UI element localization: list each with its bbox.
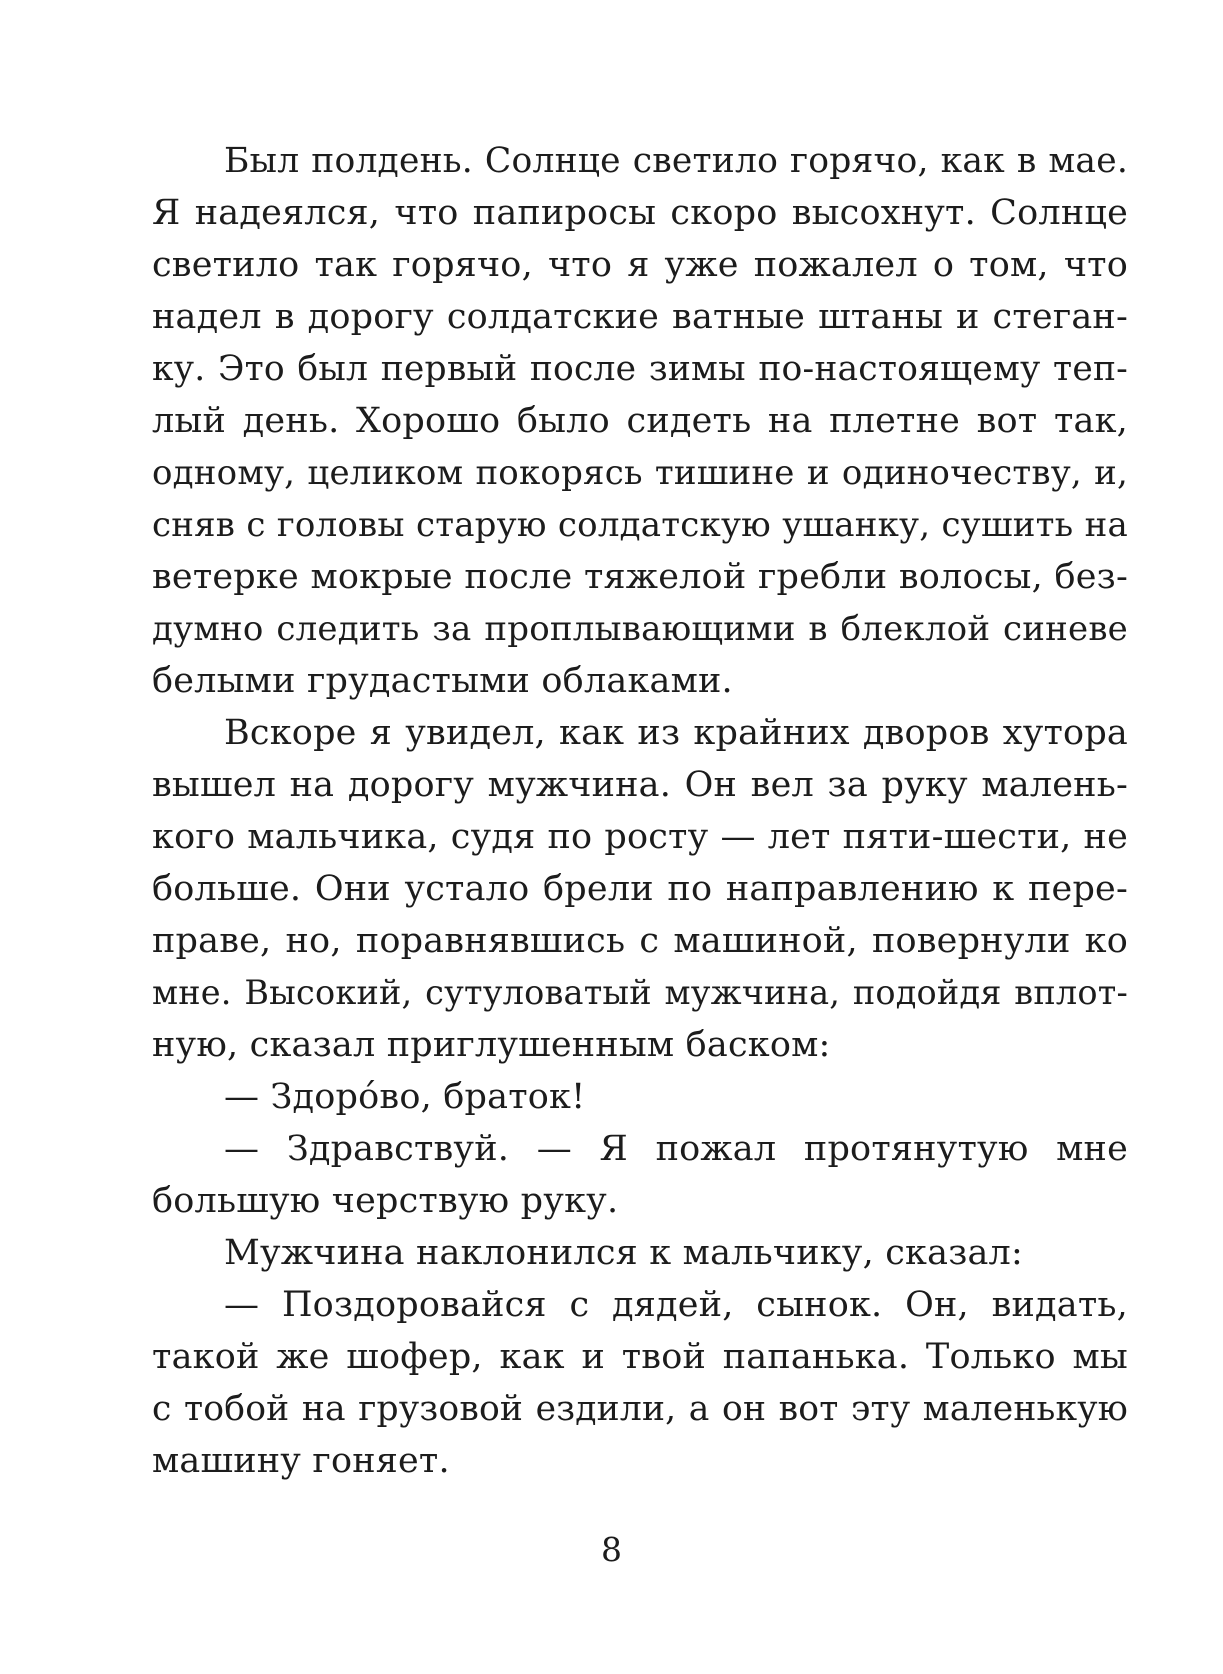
text-line: светило так горячо, что я уже пожалел о том, что [152,245,1128,285]
text-line: — Поздоровайся с дядей, сынок. Он, видать, [224,1285,1128,1325]
page-number: 8 [601,1530,622,1569]
text-line: Я надеялся, что папиросы скоро высохнут. Солнце [152,193,1128,233]
paragraph [152,707,1128,1071]
text-line: ную, сказал приглушенным баском: [152,1025,831,1065]
paragraph [152,1227,1128,1279]
text-line: одному, целиком покорясь тишине и одиночеству, и, [152,453,1128,493]
text-line: вышел на дорогу мужчина. Он вел за руку малень- [152,765,1128,805]
text-line: Был полдень. Солнце светило горячо, как в мае. [224,141,1128,181]
text-line: Вскоре я увидел, как из крайних дворов хутора [224,713,1128,753]
text-line: лый день. Хорошо было сидеть на плетне вот так, [152,401,1128,441]
text-line: сняв с головы старую солдатскую ушанку, сушить на [152,505,1128,545]
text-line: машину гоняет. [152,1441,450,1481]
text-line: ветерке мокрые после тяжелой гребли волосы, без- [152,557,1128,597]
text-line: большую черствую руку. [152,1181,619,1221]
text-line: белыми грудастыми облаками. [152,661,733,701]
text-line: с тобой на грузовой ездили, а он вот эту маленькую [152,1389,1128,1429]
text-line: больше. Они устало брели по направлению к пере- [152,869,1128,909]
paragraph [152,1279,1128,1487]
paragraph [152,1123,1128,1227]
text-line: кого мальчика, судя по росту — лет пяти-шести, не [152,817,1128,857]
text-line: такой же шофер, как и твой папанька. Только мы [152,1337,1128,1377]
text-line: Мужчина наклонился к мальчику, сказал: [224,1233,1023,1273]
text-line: — Здравствуй. — Я пожал протянутую мне [224,1129,1128,1169]
body-text [152,135,1128,1487]
paragraph [152,135,1128,707]
text-line: ку. Это был первый после зимы по-настоящему теп- [152,349,1128,389]
text-line: мне. Высокий, сутуловатый мужчина, подойдя вплот- [152,973,1128,1012]
text-line: праве, но, поравнявшись с машиной, повернули ко [152,921,1128,961]
paragraph [152,1071,1128,1123]
text-line: надел в дорогу солдатские ватные штаны и стеган- [152,297,1128,337]
text-line: думно следить за проплывающими в блеклой синеве [152,609,1128,649]
text-line: — Здоро́во, браток! [224,1077,586,1117]
